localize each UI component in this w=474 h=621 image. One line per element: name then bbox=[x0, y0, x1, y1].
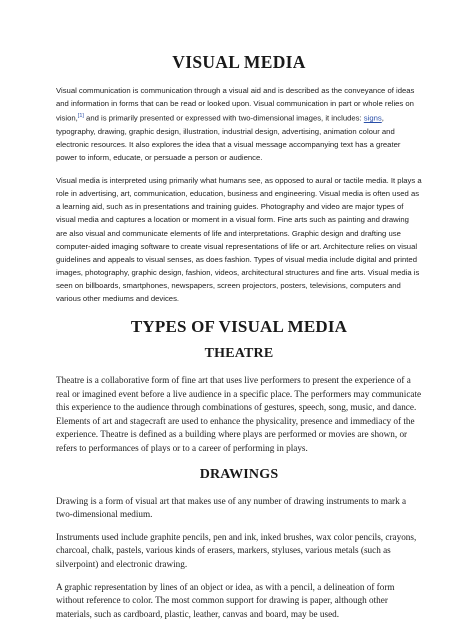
intro-paragraph-2: Visual media is interpreted using primarily what humans see, as opposed to aural or tactile media. It plays a role in advertising, art, communication, education, business and engineering. Visual media is often used as a learning aid, such as in presentations and training guides. Photography and video are major types of visual media and captures a location or moment in a visual form. Fine arts such as painting and drawing are also visual and communicate elements of life and interpretations. Graphic design and drafting use computer-aided imaging software to create visual representations of life or art. Architecture relies on visual guidelines and appeals to visual senses, as does fashion. Types of visual media include digital and printed images, photography, graphic design, fashion, videos, architectural structures and fine arts. Visual media is seen on billboards, smartphones, newspapers, screen projectors, posters, televisions, computers and various other mediums and devices. bbox=[56, 176, 422, 303]
citation-link[interactable]: [1] bbox=[77, 113, 84, 120]
drawings-paragraph-3: A graphic representation by lines of an object or idea, as with a pencil, a delineation of form without reference to color. The most common support for drawing is paper, although other materials, such as cardboard, plastic, leather, canvas and board, may be used. bbox=[56, 581, 395, 619]
drawings-paragraph-1: Drawing is a form of visual art that makes use of any number of drawing instruments to mark a two-dimensional medium. bbox=[56, 495, 407, 520]
signs-link[interactable]: signs bbox=[363, 113, 382, 123]
intro-paragraph-1 bbox=[56, 84, 422, 164]
drawings-paragraph-2: Instruments used include graphite pencils, pen and ink, inked brushes, wax color pencils, crayons, charcoal, chalk, pastels, various kinds of erasers, markers, styluses, various metals (such as silverpoint) and electronic drawing. bbox=[56, 531, 417, 569]
drawings-heading: DRAWINGS bbox=[199, 466, 279, 482]
types-heading: TYPES OF VISUAL MEDIA bbox=[130, 317, 348, 337]
intro-text-2: and is primarily presented or expressed with two-dimensional images, it includes: bbox=[83, 113, 364, 123]
theatre-heading: THEATRE bbox=[204, 346, 274, 362]
intro-text-3: , typography, drawing, graphic design, illustration, industrial design, advertising, animation colour and electronic resources. It also explores the idea that a visual message accompanying text has a greater power to inform, educate, or persuade a person or audience. bbox=[56, 113, 401, 163]
page-title: VISUAL MEDIA bbox=[172, 52, 306, 72]
intro-text-1: Visual communication is communication through a visual aid and is described as the conveyance of ideas and information in forms that can be read or looked upon. Visual communication in part or whole relies on vision, bbox=[56, 86, 415, 123]
theatre-paragraph: Theatre is a collaborative form of fine art that uses live performers to present the experience of a real or imagined event before a live audience in a specific place. The performers may communicate this experience to the audience through combinations of gestures, speech, song, music, and dance. Elements of art and stagecraft are used to enhance the physicality, presence and immediacy of the experience. Theatre is defined as a building where plays are performed or movies are shown, or refers to performances of plays or to a career of performing in plays. bbox=[56, 375, 422, 454]
